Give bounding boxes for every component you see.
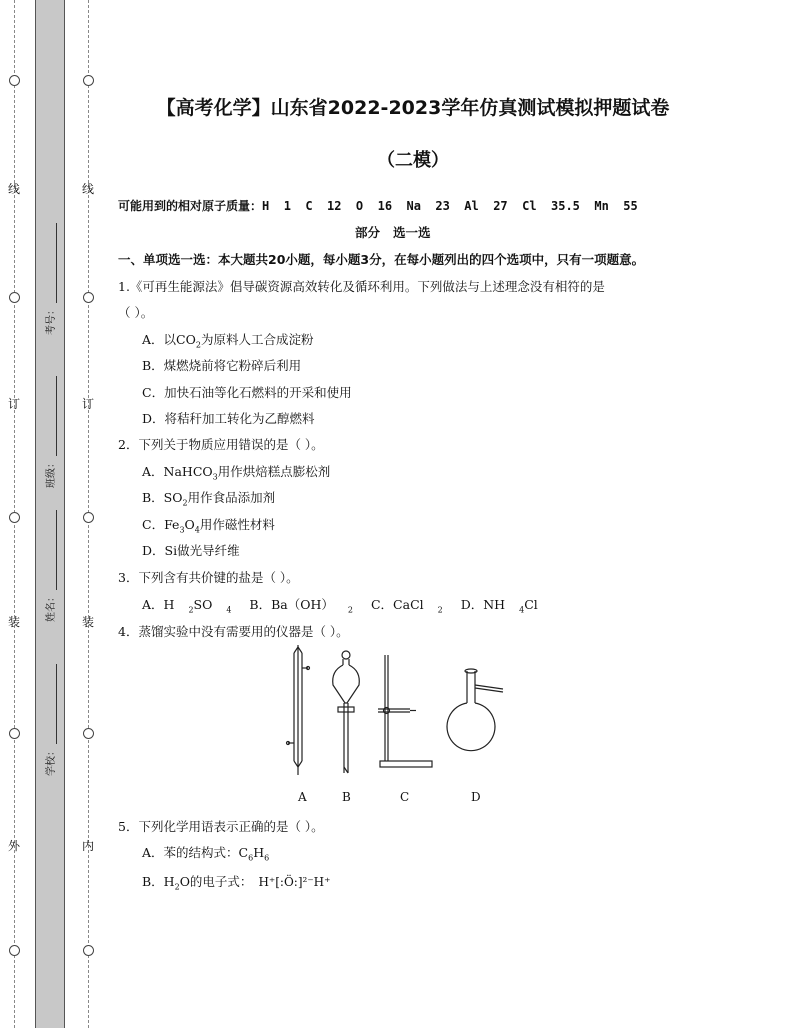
electron-formula: H⁺[:Ö:]²⁻H⁺ xyxy=(258,875,331,889)
school-field[interactable]: 学校： xyxy=(42,664,57,776)
part-title: 部分 选一选 xyxy=(355,225,431,240)
exam-title: 【高考化学】山东省2022-2023学年仿真测试模拟押题试卷 xyxy=(156,97,670,119)
exam-subtitle: （二模） xyxy=(377,150,449,171)
name-field[interactable]: 姓名： xyxy=(42,510,57,622)
question-1-stem: 1.《可再生能源法》倡导碳资源高效转化及循环利用。下列做法与上述理念没有相符的是 xyxy=(118,279,605,294)
punch-hole xyxy=(9,728,20,739)
apparatus-label-d: D xyxy=(471,790,481,804)
question-5-option-a[interactable]: A．苯的结构式：$C_6H_6$ xyxy=(142,845,270,863)
question-2-option-d[interactable]: D．Si做光导纤维 xyxy=(142,543,240,558)
atomic-masses-values: H 1 C 12 O 16 Na 23 Al 27 Cl 35.5 Mn 55 xyxy=(262,199,638,213)
margin-char: 内 xyxy=(81,839,94,853)
punch-hole xyxy=(83,75,94,86)
question-3-option-d[interactable]: D．NH $_4$Cl xyxy=(460,597,538,615)
question-2-stem: 2．下列关于物质应用错误的是（ ）。 xyxy=(118,437,324,452)
question-5-option-b[interactable]: B．$H_2O$的电子式： H⁺[:Ö:]²⁻H⁺ xyxy=(142,874,331,892)
punch-hole xyxy=(9,292,20,303)
question-5-stem: 5．下列化学用语表示正确的是（ ）。 xyxy=(118,819,324,834)
apparatus-label-a: A xyxy=(298,790,307,804)
margin-char: 装 xyxy=(81,615,94,629)
flask-apparatus xyxy=(447,669,503,751)
margin-char: 装 xyxy=(7,615,20,629)
binding-margin xyxy=(0,0,100,1028)
exam-number-field[interactable]: 考号： xyxy=(42,223,57,335)
margin-char: 外 xyxy=(7,839,20,853)
margin-char: 订 xyxy=(7,397,20,411)
punch-hole xyxy=(9,75,20,86)
question-1-option-a[interactable]: A．以$CO_2$为原料人工合成淀粉 xyxy=(142,332,314,350)
question-3-options xyxy=(142,595,566,615)
question-4-stem: 4．蒸馏实验中没有需要用的仪器是（ ）。 xyxy=(118,624,349,639)
punch-hole xyxy=(9,512,20,523)
condenser-apparatus xyxy=(287,645,310,775)
apparatus-label-c: C xyxy=(400,790,410,804)
question-3-option-a[interactable]: A．H $_2$SO $_4$ xyxy=(142,597,232,615)
apparatus-figure xyxy=(275,643,515,778)
question-3-option-c[interactable]: C．CaCl $_2$ xyxy=(370,597,443,615)
atomic-masses xyxy=(118,197,638,214)
question-1-option-d[interactable]: D．将秸秆加工转化为乙醇燃料 xyxy=(142,411,315,426)
question-1-stem-cont: （ ）。 xyxy=(118,305,154,320)
separatory-funnel-apparatus xyxy=(333,651,360,773)
question-1-option-b[interactable]: B．煤燃烧前将它粉碎后利用 xyxy=(142,358,302,373)
class-field[interactable]: 班级： xyxy=(42,376,57,488)
margin-char: 线 xyxy=(81,182,94,196)
punch-hole xyxy=(9,945,20,956)
margin-char: 线 xyxy=(7,182,20,196)
question-1-option-c[interactable]: C．加快石油等化石燃料的开采和使用 xyxy=(142,385,352,400)
punch-hole xyxy=(83,728,94,739)
question-2-option-c[interactable]: C．$Fe_3O_4$用作磁性材料 xyxy=(142,517,275,535)
iron-stand-apparatus xyxy=(378,655,432,767)
punch-hole xyxy=(83,292,94,303)
question-2-option-b[interactable]: B．$SO_2$用作食品添加剂 xyxy=(142,490,276,508)
punch-hole xyxy=(83,512,94,523)
question-3-stem: 3．下列含有共价键的盐是（ ）。 xyxy=(118,570,299,585)
question-2-option-a[interactable]: A．NaHCO$_3$用作烘焙糕点膨松剂 xyxy=(142,464,331,482)
margin-char: 订 xyxy=(81,397,94,411)
section-title: 一、单项选一选：本大题共20小题，每小题3分，在每小题列出的四个选项中，只有一项题意。 xyxy=(118,252,645,267)
question-3-option-b[interactable]: B．Ba（OH） $_2$ xyxy=(249,597,353,615)
punch-hole xyxy=(83,945,94,956)
atomic-masses-label: 可能用到的相对原子质量： xyxy=(118,199,263,213)
apparatus-label-b: B xyxy=(342,790,351,804)
